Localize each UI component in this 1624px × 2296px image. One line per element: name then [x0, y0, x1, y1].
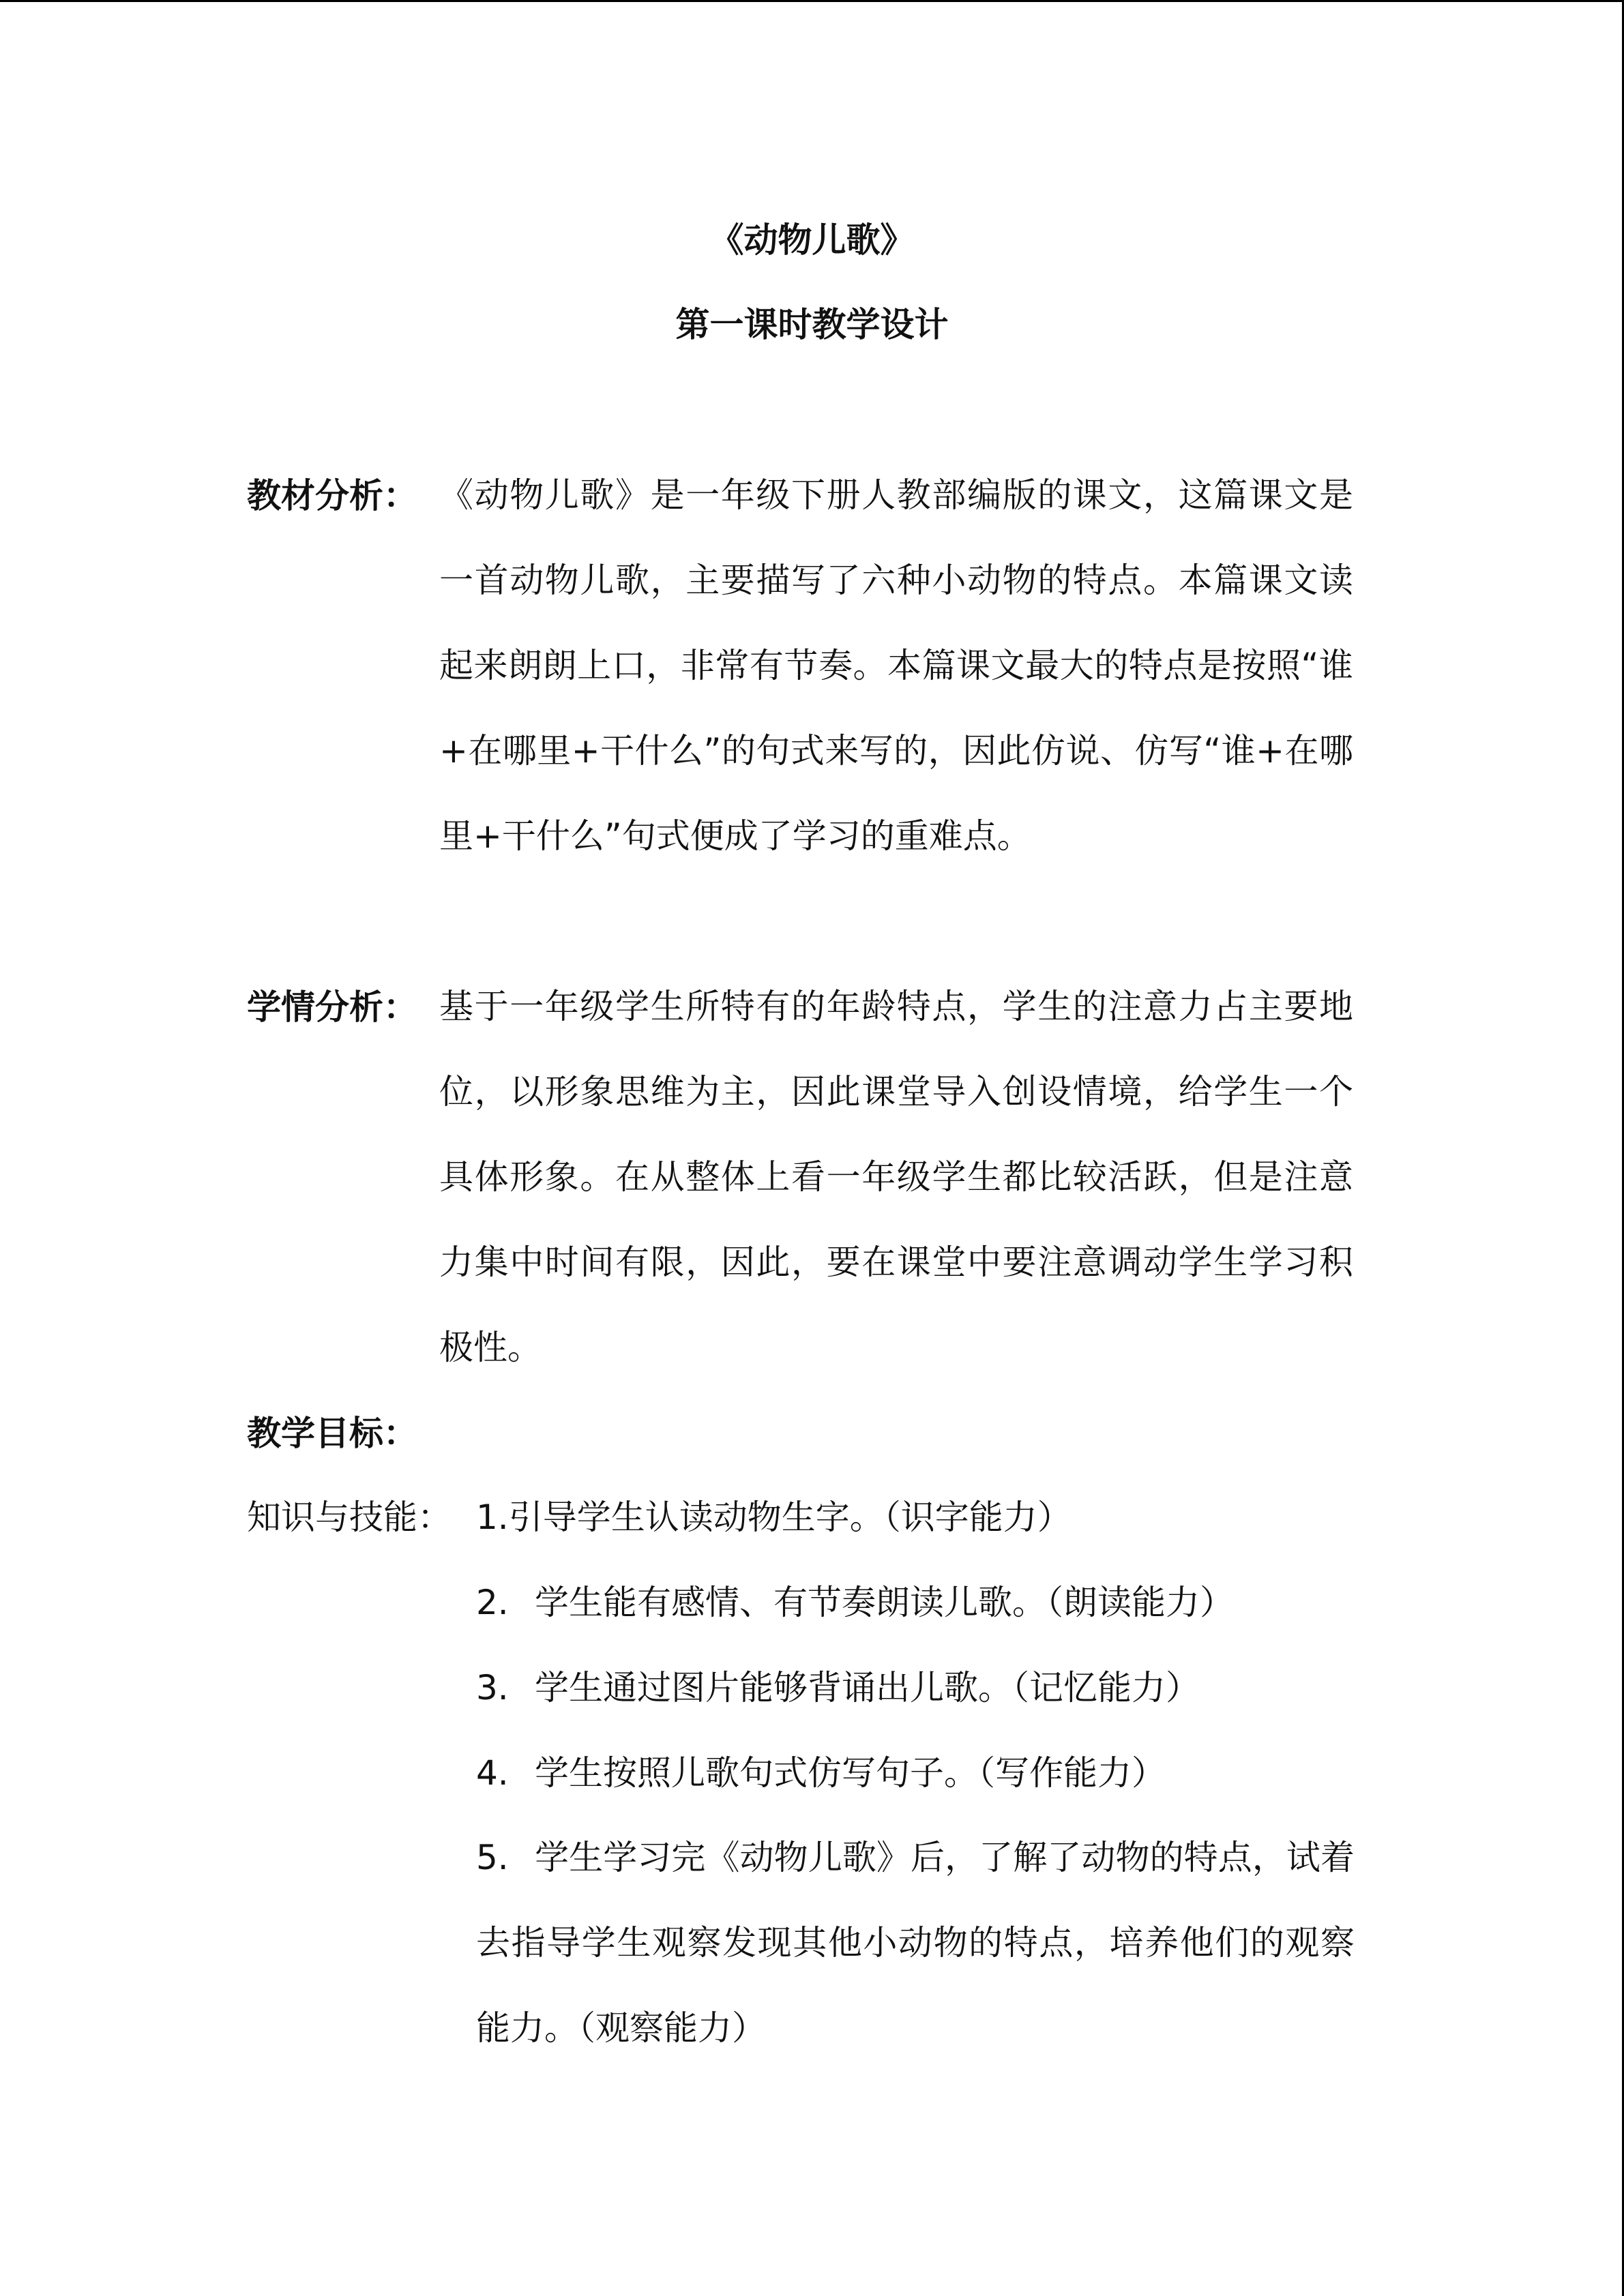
goal-item: [476, 1815, 1355, 2071]
document-title: 《动物儿歌》: [709, 220, 915, 260]
goal-text: 学生按照儿歌句式仿写句子。（写作能力）: [535, 1753, 1166, 1793]
goal-number: 5.: [476, 1838, 509, 1877]
goal-item: [476, 1753, 1166, 1793]
material-analysis-text: 《动物儿歌》是一年级下册人教部编版的课文，这篇课文是一首动物儿歌，主要描写了六种小动物的特点。本篇课文读起来朗朗上口，非常有节奏。本篇课文最大的特点是按照“谁+在哪里+干什么”的句式来写的，因此仿说、仿写“谁+在哪里+干什么”句式便成了学习的重难点。: [439, 475, 1353, 856]
student-analysis-text: 基于一年级学生所特有的年龄特点，学生的注意力占主要地位，以形象思维为主，因此课堂导入创设情境，给学生一个具体形象。在从整体上看一年级学生都比较活跃，但是注意力集中时间有限，因此，要在课堂中要注意调动学生学习积极性。: [439, 987, 1353, 1367]
goal-number: 2.: [476, 1583, 509, 1622]
page-border-top: [0, 0, 1624, 2]
goal-item: [476, 1667, 1200, 1708]
student-analysis-label: 学情分析：: [247, 987, 417, 1027]
goal-item: [476, 1497, 1072, 1538]
teaching-goals-label: 教学目标：: [247, 1414, 417, 1453]
goal-text: 引导学生认读动物生字。（识字能力）: [508, 1497, 1072, 1537]
goal-number: 4.: [476, 1753, 509, 1793]
goal-text: 学生能有感情、有节奏朗读儿歌。（朗读能力）: [535, 1583, 1234, 1622]
document-subtitle: 第一课时教学设计: [675, 305, 949, 344]
knowledge-skills-label: 知识与技能：: [247, 1497, 452, 1537]
goal-number: 3.: [476, 1668, 509, 1708]
goal-number: 1.: [476, 1497, 509, 1537]
goal-text: 学生通过图片能够背诵出儿歌。（记忆能力）: [535, 1668, 1200, 1708]
goal-text: 学生学习完《动物儿歌》后，了解了动物的特点，试着去指导学生观察发现其他小动物的特点，培养他们的观察能力。（观察能力）: [476, 1838, 1355, 2048]
material-analysis-label: 教材分析：: [247, 476, 417, 516]
goal-item: [476, 1582, 1234, 1623]
